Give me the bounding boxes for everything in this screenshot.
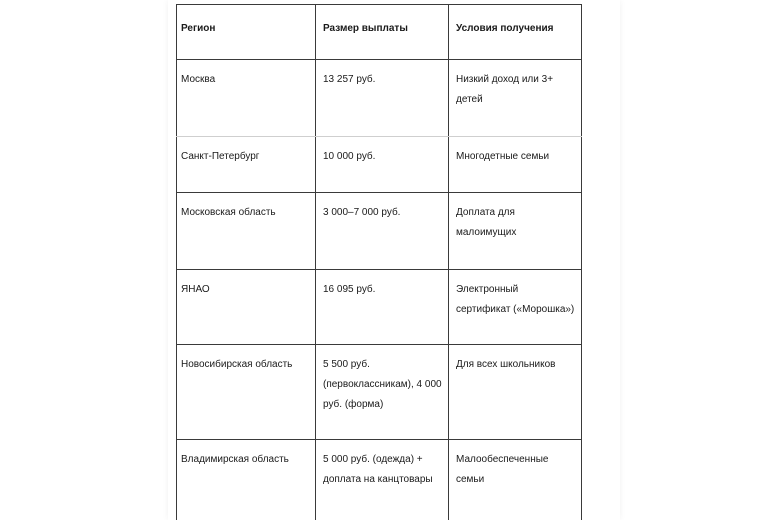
cell-conditions: Электронный сертификат («Морошка») (449, 270, 582, 345)
cell-conditions: Низкий доход или 3+ детей (449, 60, 582, 137)
cell-region: Московская область (177, 193, 316, 270)
cell-amount: 3 000–7 000 руб. (316, 193, 449, 270)
table-row (177, 440, 582, 520)
table-header-row (177, 5, 582, 60)
cell-conditions: Доплата для малоимущих (449, 193, 582, 270)
cell-region: Владимирская область (177, 440, 316, 520)
cell-region: ЯНАО (177, 270, 316, 345)
table-row (177, 137, 582, 193)
table-row (177, 270, 582, 345)
cell-conditions: Малообеспеченные семьи (449, 440, 582, 520)
header-conditions: Условия получения (449, 5, 582, 60)
table-row (177, 345, 582, 440)
cell-amount: 13 257 руб. (316, 60, 449, 137)
cell-conditions: Для всех школьников (449, 345, 582, 440)
cell-amount: 5 500 руб. (первоклассникам), 4 000 руб. (форма) (316, 345, 449, 440)
cell-region: Санкт-Петербург (177, 137, 316, 193)
table-row (177, 193, 582, 270)
cell-amount: 5 000 руб. (одежда) + доплата на канцтовары (316, 440, 449, 520)
cell-region: Новосибирская область (177, 345, 316, 440)
cell-region: Москва (177, 60, 316, 137)
cell-amount: 10 000 руб. (316, 137, 449, 193)
payments-table (176, 4, 582, 520)
cell-amount: 16 095 руб. (316, 270, 449, 345)
table-row (177, 60, 582, 137)
header-region: Регион (177, 5, 316, 60)
cell-conditions: Многодетные семьи (449, 137, 582, 193)
header-amount: Размер выплаты (316, 5, 449, 60)
